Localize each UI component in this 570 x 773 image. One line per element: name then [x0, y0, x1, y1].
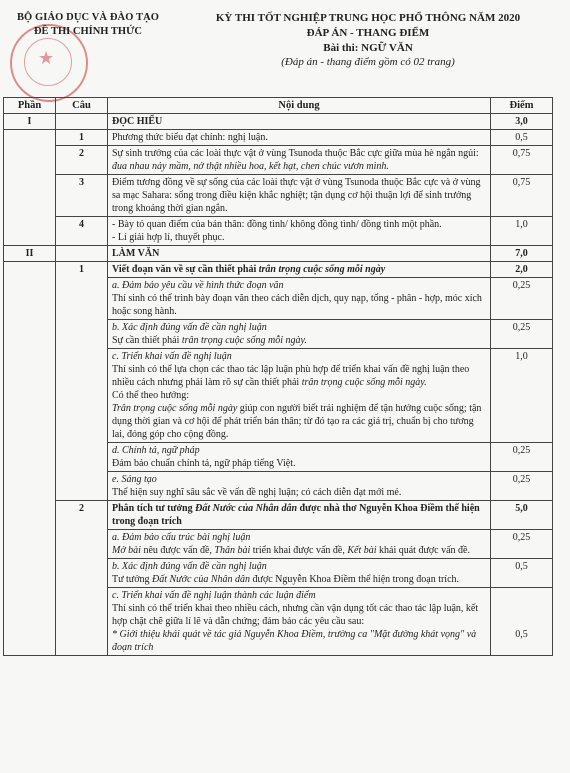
criterion-c: c. Triển khai vấn đề nghị luận Thí sinh có thể lựa chọn các thao tác lập luận phù hợp để triển khai vấn đề nghị luận theo nhiều cách nhưng phải làm rõ sự cần thiết phải trân trọng cuộc sống mỗi ngày. Có thể theo hướng: Trân trọng cuộc sống mỗi ngày giúp con người biết trải nghiệm để tận hưởng cuộc sống; tận dụng thời gian và cơ hội để phát triển bản thân; từ đó tạo ra các giá trị, chuẩn bị cho tương lai, đóng góp cho cộng đồng.	[108, 349, 491, 443]
table-row	[4, 262, 553, 278]
part1-num: I	[4, 114, 56, 130]
answer-score: 0,75	[491, 175, 553, 217]
criterion-a: a. Đảm bảo yêu cầu về hình thức đoạn văn Thí sinh có thể trình bày đoạn văn theo cách diễn dịch, quy nạp, tổng - phân - hợp, móc xích hoặc song hành.	[108, 278, 491, 320]
subject-title: Bài thi: NGỮ VĂN	[323, 42, 413, 54]
part1-score: 3,0	[491, 114, 553, 130]
table-row	[4, 146, 553, 175]
part2-num: II	[4, 246, 56, 262]
criterion-score: 0,25	[491, 443, 553, 472]
criterion-d: d. Chính tả, ngữ pháp Đảm bảo chuẩn chính tả, ngữ pháp tiếng Việt.	[108, 443, 491, 472]
question-title: Viết đoạn văn về sự cần thiết phải trân trọng cuộc sống mỗi ngày	[108, 262, 491, 278]
answer-key-table	[3, 97, 553, 656]
header-content: Nội dung	[108, 98, 491, 114]
answer-score: 1,0	[491, 217, 553, 246]
criterion-e: e. Sáng tạo Thể hiện suy nghĩ sâu sắc về vấn đề nghị luận; có cách diễn đạt mới mẻ.	[108, 472, 491, 501]
question-score: 2,0	[491, 262, 553, 278]
part2-title: LÀM VĂN	[108, 246, 491, 262]
answer-score: 0,75	[491, 146, 553, 175]
part2-row	[4, 246, 553, 262]
page-count-note: (Đáp án - thang điểm gồm có 02 trang)	[281, 56, 455, 68]
question-num: 2	[56, 146, 108, 175]
criterion-score: 0,25	[491, 278, 553, 320]
part2-score: 7,0	[491, 246, 553, 262]
part1-row	[4, 114, 553, 130]
criterion-b: b. Xác định đúng vấn đề cần nghị luận Sự cần thiết phải trân trọng cuộc sống mỗi ngày.	[108, 320, 491, 349]
criterion-score: 0,5	[491, 559, 553, 588]
question-score: 5,0	[491, 501, 553, 530]
answer-key-title: ĐÁP ÁN - THANG ĐIỂM	[306, 27, 430, 39]
header-score: Điểm	[491, 98, 553, 114]
table-row	[4, 175, 553, 217]
answer-text: Phương thức biểu đạt chính: nghị luận.	[108, 130, 491, 146]
ministry-header	[8, 12, 168, 37]
header-question: Câu	[56, 98, 108, 114]
criterion-a: a. Đảm bảo cấu trúc bài nghị luận Mở bài nêu được vấn đề, Thân bài triển khai được vấn đề, Kết bài khái quát được vấn đề.	[108, 530, 491, 559]
answer-score: 0,5	[491, 130, 553, 146]
question-num: 3	[56, 175, 108, 217]
question-num: 1	[56, 130, 108, 146]
criterion-score: 0,5	[491, 588, 553, 656]
table-row	[4, 501, 553, 530]
exam-header	[178, 12, 558, 68]
criterion-score: 1,0	[491, 349, 553, 443]
ministry-name: BỘ GIÁO DỤC VÀ ĐÀO TẠO	[16, 12, 160, 23]
answer-text: - Bày tỏ quan điểm của bản thân: đồng tình/ không đồng tình/ đồng tình một phần. - Lí giải hợp lí, thuyết phục.	[108, 217, 491, 246]
table-row	[4, 217, 553, 246]
criterion-c: c. Triển khai vấn đề nghị luận thành các luận điểm Thí sinh có thể triển khai theo nhiều cách, nhưng cần vận dụng tốt các thao tác lập luận, kết hợp chặt chẽ giữa lí lẽ và dẫn chứng; đảm bảo các yêu cầu sau: * Giới thiệu khái quát về tác giả Nguyễn Khoa Điềm, trường ca "Mặt đường khát vọng" và đoạn trích	[108, 588, 491, 656]
question-title: Phân tích tư tưởng Đất Nước của Nhân dân được nhà thơ Nguyễn Khoa Điềm thể hiện trong đoạn trích	[108, 501, 491, 530]
answer-text: Sự sinh trưởng của các loài thực vật ở vùng Tsunoda thuộc Bắc cực giữa mùa hè ngắn ngủi: đua nhau nảy mầm, nở thật nhiều hoa, kết hạt, chen chúc vươn mình.	[108, 146, 491, 175]
answer-text: Điểm tương đồng về sự sống của các loài thực vật ở vùng Tsunoda thuộc Bắc cực và ở vùng sa mạc Sahara: sống trong điều kiện khắc nghiệt; tận dụng cơ hội thuận lợi để sinh trưởng trong khoảng thời gian ngắn.	[108, 175, 491, 217]
question-num: 1	[56, 262, 108, 501]
header-part: Phần	[4, 98, 56, 114]
exam-title: KỲ THI TỐT NGHIỆP TRUNG HỌC PHỔ THÔNG NĂM 2020	[215, 12, 521, 24]
criterion-score: 0,25	[491, 320, 553, 349]
official-seal-stamp: ★	[10, 24, 88, 102]
part1-title: ĐỌC HIỂU	[108, 114, 491, 130]
question-num: 2	[56, 501, 108, 656]
criterion-score: 0,25	[491, 530, 553, 559]
table-row	[4, 130, 553, 146]
criterion-score: 0,25	[491, 472, 553, 501]
question-num: 4	[56, 217, 108, 246]
criterion-b: b. Xác định đúng vấn đề cần nghị luận Tư tưởng Đất Nước của Nhân dân được Nguyễn Khoa Điềm thể hiện trong đoạn trích.	[108, 559, 491, 588]
table-header-row	[4, 98, 553, 114]
official-exam-label: ĐỀ THI CHÍNH THỨC	[33, 26, 143, 37]
